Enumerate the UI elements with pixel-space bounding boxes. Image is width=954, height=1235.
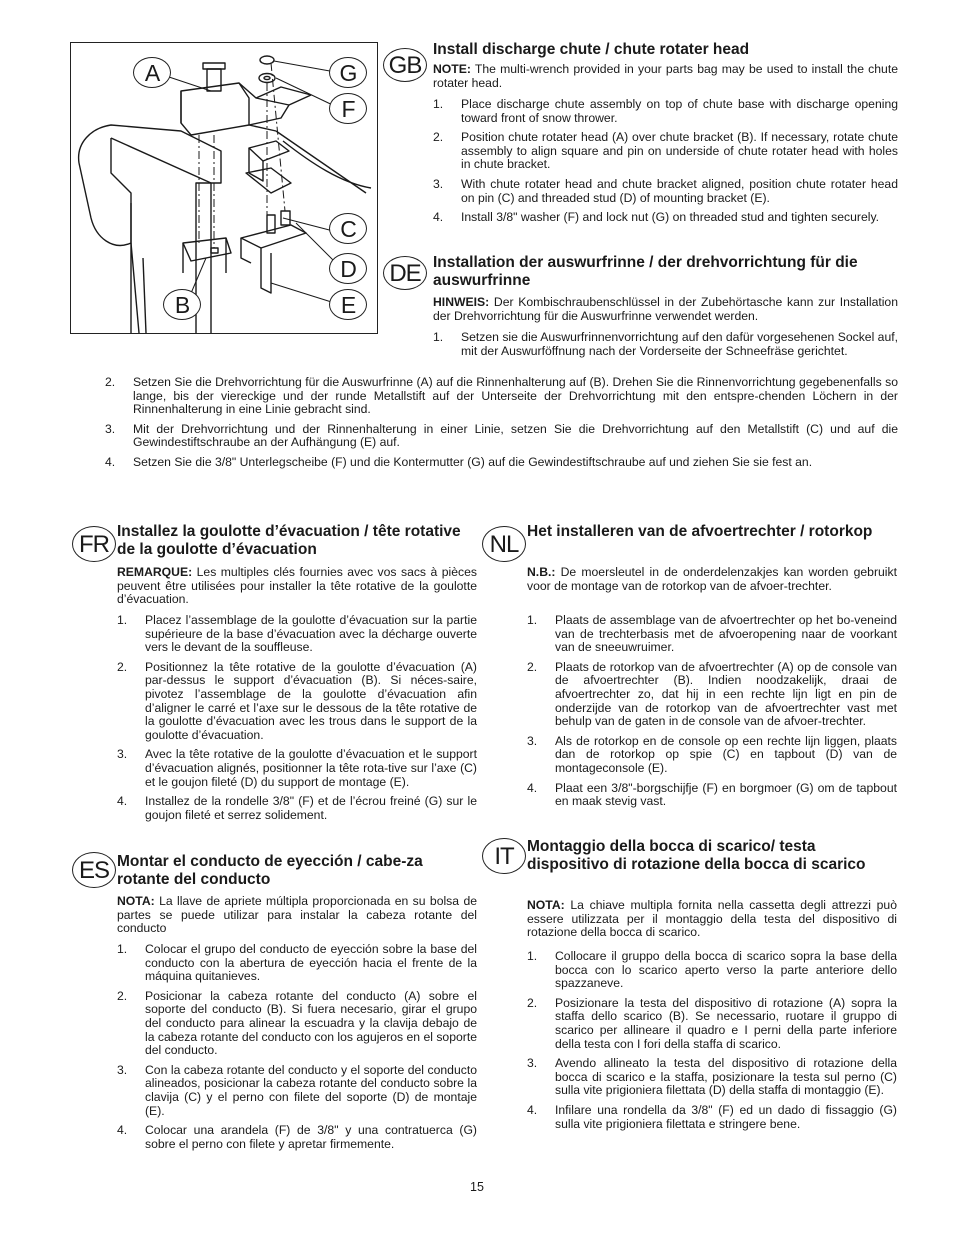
step-number: 2.	[117, 988, 128, 1003]
step-number: 1.	[117, 942, 128, 956]
es-steps	[117, 943, 477, 1157]
step-text: Collocare il gruppo della bocca di scarico sopra la base della bocca con lo scarico aperto verso la parte anteriore dello spazzaneve.	[555, 949, 897, 991]
step-text: Avendo allineato la testa del dispositivo di rotazione della bocca di scarico e la staffa, posizionare la testa sul perno (C) sulla vite prigioniera filettata (D) della staffa di montaggio (E).	[555, 1056, 897, 1098]
fr-step	[117, 795, 477, 822]
step-number: 3.	[433, 176, 444, 191]
gb-step	[433, 211, 898, 225]
step-text: Plaats de rotorkop van de afvoertrechter (A) op de console van de afvoertrechter (B). Indien noodzakelijk, draai de afvoertrechter zo, dat hij in een rechte lijn ligt en pin de onderzijde van de rotorkop van de afvoertrechter vast met behulp van de gaten in de console van de afvoer-trechter.	[555, 659, 897, 729]
de-step	[433, 331, 898, 358]
nl-note-text: De moersleutel in de onderdelenzakjes kan worden gebruikt voor de montage van de rotorkop van de afvoer-trechter.	[527, 565, 897, 593]
step-text: Als de rotorkop en de console op een rechte lijn liggen, plaats dan de rotorkop op spie (C) en tapbout (D) van de montageconsole (E).	[555, 733, 897, 775]
callout-e: E	[329, 289, 367, 320]
callout-g: G	[329, 57, 367, 88]
nl-step	[527, 614, 897, 655]
step-number: 4.	[527, 1102, 538, 1117]
callout-c: C	[329, 213, 367, 244]
nl-steps	[527, 614, 897, 815]
it-note-text: La chiave multipla fornita nella cassetta degli attrezzi può essere utilizzata per il montaggio della testa del dispositivo di rotazione della bocca di scarico.	[527, 898, 897, 940]
gb-section-title: Install discharge chute / chute rotater head	[433, 41, 750, 58]
de-step	[105, 456, 898, 470]
step-number: 2.	[433, 130, 444, 145]
gb-note	[433, 63, 898, 90]
step-text: Plaat een 3/8"-borgschijfje (F) en borgmoer (G) om de tapbout en maak stevig vast.	[555, 780, 897, 809]
language-badge-gb: GB	[383, 48, 427, 82]
step-number: 1.	[527, 613, 538, 627]
fr-note-text: Les multiples clés fournies avec vos sacs à pièces peuvent être utilisées pour installer la tête rotative de la goulotte d’évacuation.	[117, 565, 477, 607]
step-number: 4.	[433, 210, 444, 225]
language-badge-it: IT	[482, 838, 526, 874]
gb-steps	[433, 98, 898, 231]
es-note	[117, 895, 477, 936]
assembly-diagram	[70, 42, 378, 334]
fr-step	[117, 661, 477, 743]
step-text: Install 3/8" washer (F) and lock nut (G) on threaded stud and tighten securely.	[461, 210, 880, 225]
es-section-title: Montar el conducto de eyección / cabe-za rotante del conducto	[117, 853, 423, 888]
es-note-text: La llave de apriete múltipla proporcionada en su bolsa de partes se puede utilizar para instalar la cabeza rotante del conducto	[117, 894, 477, 936]
de-note-label: HINWEIS:	[433, 295, 490, 309]
step-number: 2.	[527, 659, 538, 674]
nl-note	[527, 566, 897, 593]
language-badge-fr: FR	[72, 526, 116, 562]
step-text: Installez de la rondelle 3/8" (F) et de l’écrou freiné (G) sur le goujon fileté et serrez solidement.	[145, 794, 477, 822]
step-number: 4.	[105, 454, 116, 469]
fr-steps	[117, 614, 477, 828]
step-text: Place discharge chute assembly on top of chute base with discharge opening toward front of snow thrower.	[461, 97, 898, 125]
it-step	[527, 1104, 897, 1131]
step-number: 2.	[117, 659, 128, 674]
step-number: 2.	[105, 375, 116, 389]
gb-note-label: NOTE:	[433, 62, 471, 76]
de-note	[433, 296, 898, 323]
step-number: 1.	[433, 330, 444, 344]
de-step	[105, 376, 898, 417]
language-badge-de: DE	[383, 256, 427, 290]
fr-step	[117, 748, 477, 789]
step-text: Setzen sie die Auswurfrinnenvorrichtung auf den dafür vorgesehenen Sockel auf, mit der Auswurföffnung nach der Vorderseite der Schneefräse gerichtet.	[461, 330, 898, 358]
step-number: 4.	[117, 1123, 128, 1138]
language-badge-es: ES	[72, 852, 116, 888]
nl-note-label: N.B.:	[527, 565, 556, 579]
fr-note	[117, 566, 477, 607]
gb-note-text: The multi-wrench provided in your parts bag may be used to install the chute rotater head.	[433, 62, 898, 90]
de-steps-part1	[433, 331, 898, 364]
step-text: Placez l’assemblage de la goulotte d’évacuation sur la partie supérieure de la base d’évacuation avec la décharge ouverte vers le devant de la souffleuse.	[145, 613, 477, 655]
de-note-text: Der Kombischraubenschlüssel in der Zubehörtasche kann zur Installation der Drehvorrichtung für die Auswurfrinne verwendet werden.	[433, 295, 898, 323]
page-number: 15	[470, 1180, 484, 1194]
nl-step	[527, 782, 897, 809]
it-step	[527, 950, 897, 991]
step-number: 1.	[433, 97, 444, 111]
step-number: 3.	[117, 1062, 128, 1077]
step-text: Colocar el grupo del conducto de eyección sobre la base del conducto con la abertura de eyección hacia el frente de la máquina quitanieves.	[145, 942, 477, 984]
step-text: Avec la tête rotative de la goulotte d’évacuation et le support d’évacuation alignés, positionner la tête rota-tive sur l’axe (C) et le goujon fileté (D) du support de montage (E).	[145, 747, 477, 789]
language-badge-nl: NL	[482, 526, 526, 562]
step-text: Con la cabeza rotante del conducto y el soporte del conducto alineados, posicionar la cabeza rotante del conducto sobre la clavija (C) y el perno con filete del soporte (D) de montaje (E).	[145, 1062, 477, 1118]
nl-step	[527, 661, 897, 729]
step-number: 1.	[527, 949, 538, 963]
step-number: 2.	[527, 995, 538, 1010]
step-text: Posicionar la cabeza rotante del conducto (A) sobre el soporte del conducto (B). Si fuera necesario, girar el grupo del conducto para alinear la escuadra y la clavija debajo de la cabeza rotante del conducto con los agujeros en el soporte del conducto.	[145, 988, 477, 1058]
step-text: Posizionare la testa del dispositivo di rotazione (A) sopra la staffa dello scarico (B). Se necessario, ruotare il gruppo di scarico per allineare il quadro e I perni della parte inferiore della testa con I fori della staffa di scarico.	[555, 995, 897, 1051]
step-number: 4.	[117, 794, 128, 809]
de-step	[105, 423, 898, 450]
de-section-title: Installation der auswurfrinne / der drehvorrichtung für die auswurfrinne	[433, 254, 858, 289]
fr-note-label: REMARQUE:	[117, 565, 193, 579]
fr-section-title: Installez la goulotte d’évacuation / tête rotative de la goulotte d’évacuation	[117, 523, 461, 558]
nl-section-title: Het installeren van de afvoertrechter / rotorkop	[527, 523, 873, 540]
step-number: 3.	[117, 747, 128, 762]
it-steps	[527, 950, 897, 1137]
nl-step	[527, 735, 897, 776]
it-note	[527, 899, 897, 940]
it-step	[527, 1057, 897, 1098]
step-number: 3.	[527, 1056, 538, 1071]
es-step	[117, 1064, 477, 1118]
gb-step	[433, 178, 898, 205]
step-text: Setzen Sie die Drehvorrichtung für die Auswurfrinne (A) auf die Rinnenhalterung auf (B). Drehen Sie die Rinnenvorrichtung gegebenenfalls so lange, bis der viereckige und der runde Metallstift auf der Unterseite der Drehvorrichtung mit den entspre-chenden Löchern in der Rinnenhalterung in eine Linie gebracht sind.	[133, 375, 898, 417]
it-step	[527, 997, 897, 1051]
gb-step	[433, 131, 898, 172]
step-text: Plaats de assemblage van de afvoertrechter op het bo-veneind van de trechterbasis met de afvoeropening naar de voorkant van de sneeuwruimer.	[555, 613, 897, 655]
de-steps-part2	[105, 376, 898, 476]
step-text: Mit der Drehvorrichtung und der Rinnenhalterung in einer Linie, setzen Sie die Drehvorrichtung auf den Metallstift (C) und auf die Gewindestiftschraube an der Aufhängung (E) auf.	[133, 421, 898, 450]
step-number: 1.	[117, 613, 128, 627]
step-text: Colocar una arandela (F) de 3/8" y una contratuerca (G) sobre el perno con filete y apretar firmemente.	[145, 1123, 477, 1151]
step-text: Positionnez la tête rotative de la goulotte d’évacuation (A) par-dessus le support d’évacuation (B). Si néces-saire, pivotez l’assemblage de la goulotte d’évacuation afin d’aligner le carré et l’axe sur le dessous de la tête rotative de la goulotte d’évacuation avec les trous dans le support de la goulotte d’évacuation.	[145, 659, 477, 742]
it-section-title: Montaggio della bocca di scarico/ testa dispositivo di rotazione della bocca di scarico	[527, 838, 866, 873]
step-text: Infilare una rondella da 3/8" (F) ed un dado di fissaggio (G) sulla vite prigioniera filettata e stringere bene.	[555, 1102, 897, 1131]
callout-d: D	[329, 253, 367, 284]
step-number: 3.	[527, 733, 538, 748]
fr-step	[117, 614, 477, 655]
callout-b: B	[163, 289, 201, 320]
step-number: 3.	[105, 421, 116, 436]
chute-rotater-illustration	[71, 43, 377, 333]
callout-a: A	[133, 57, 171, 88]
es-step	[117, 1124, 477, 1151]
step-number: 4.	[527, 780, 538, 795]
step-text: Position chute rotater head (A) over chute bracket (B). If necessary, rotate chute assembly to align square and pin on underside of chute rotater head with holes in chute bracket.	[461, 130, 898, 172]
es-note-label: NOTA:	[117, 894, 155, 908]
it-note-label: NOTA:	[527, 898, 565, 912]
callout-f: F	[329, 93, 367, 124]
es-step	[117, 990, 477, 1058]
step-text: Setzen Sie die 3/8" Unterlegscheibe (F) und die Kontermutter (G) auf die Gewindestiftschraube auf und ziehen Sie sie fest an.	[133, 454, 813, 469]
es-step	[117, 943, 477, 984]
gb-step	[433, 98, 898, 125]
step-text: With chute rotater head and chute bracket aligned, position chute rotater head on pin (C) and threaded stud (D) of mounting bracket (E).	[461, 176, 898, 205]
